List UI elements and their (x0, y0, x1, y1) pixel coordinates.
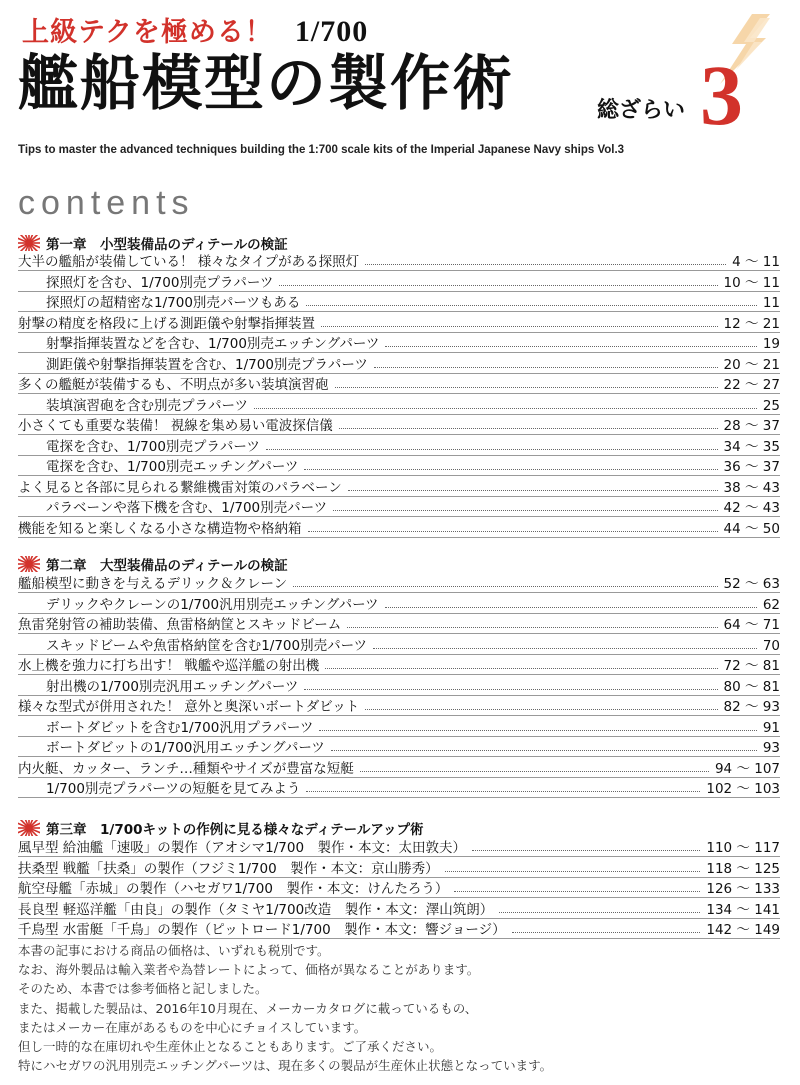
toc-entry-pages: 4 ～ 11 (732, 254, 780, 270)
toc-entry-pages: 12 ～ 21 (723, 315, 780, 332)
toc-entry (0, 495, 780, 516)
toc-entry-pages: 70 (762, 637, 780, 654)
title-suffix: 総ざらい (597, 97, 686, 123)
toc-entry-title: 小さくても重要な装備！ 視線を集め易い電波探信儀 (18, 418, 333, 434)
dot-leader (266, 448, 718, 450)
toc-entry-pages: 91 (762, 719, 780, 736)
volume-number: 3 (700, 47, 743, 143)
note-line: 本書の記事における商品の価格は、いずれも税別です。 (18, 943, 330, 958)
toc-entry (0, 735, 780, 756)
dot-leader (347, 626, 717, 628)
toc-entry (0, 393, 780, 414)
toc-entry-title: 装填演習砲を含む別売プラパーツ (46, 397, 248, 414)
toc-entry-pages: 25 (762, 397, 780, 414)
toc-entry-title: よく見ると各部に見られる繋維機雷対策のパラベーン (18, 479, 342, 496)
toc-entry-title: 様々な型式が併用された！ 意外と奥深いボートダビット (18, 699, 360, 715)
toc-entry-pages: 102 ～ 103 (706, 781, 780, 797)
row-divider (18, 938, 780, 939)
note-line: 特にハセガワの汎用別売エッチングパーツは、現在多くの製品が生産休止状態となっています。 (18, 1058, 553, 1074)
note-line: 但し一時的な在庫切れや生産休止となることもあります。ご了承ください。 (18, 1039, 443, 1055)
dot-leader (333, 509, 717, 511)
toc-entry (0, 876, 780, 897)
toc-entry-pages: 72 ～ 81 (723, 658, 780, 674)
toc-entry-pages: 64 ～ 71 (723, 617, 780, 633)
toc-entry-title: 探照灯を含む、1/700別売プラパーツ (46, 274, 274, 291)
toc-entry (0, 612, 780, 633)
dot-leader (365, 708, 717, 710)
toc-entry-title: ボートダビットの1/700汎用エッチングパーツ (46, 740, 325, 756)
dot-leader (445, 870, 701, 872)
toc-entry-pages: 134 ～ 141 (706, 901, 780, 918)
toc-entry-title: 1/700別売プラパーツの短艇を見てみよう (46, 781, 301, 797)
note-line: また、掲載した製品は、2016年10月現在、メーカーカタログに載っているもの、 (18, 1000, 478, 1016)
toc-entry (0, 674, 780, 695)
toc-entry-pages: 36 ～ 37 (723, 459, 780, 475)
toc-entry-pages: 28 ～ 37 (723, 418, 780, 434)
toc-entry-pages: 22 ～ 27 (723, 377, 780, 393)
toc-entry-title: 探照灯の超精密な1/700別売パーツもある (46, 295, 301, 311)
dot-leader (454, 890, 700, 892)
dot-leader (319, 729, 756, 731)
dot-leader (348, 489, 718, 491)
english-subtitle: Tips to master the advanced techniques building the 1:700 scale kits of the Imperial Japanese Navy ships Vol.3 (18, 144, 625, 156)
toc-entry-pages: 38 ～ 43 (723, 479, 780, 496)
dot-leader (512, 931, 701, 933)
toc-entry (0, 270, 780, 291)
toc-entry-pages: 52 ～ 63 (723, 576, 780, 592)
toc-entry-pages: 110 ～ 117 (706, 840, 780, 856)
series-subtitle (22, 10, 368, 49)
toc-entry (0, 633, 780, 654)
dot-leader (385, 606, 757, 608)
toc-entry-pages: 118 ～ 125 (706, 860, 780, 877)
toc-entry-title: ボートダビットを含む1/700汎用プラパーツ (46, 719, 314, 736)
rising-sun-flag-icon (18, 556, 40, 572)
toc-entry-title: 魚雷発射管の補助装備、魚雷格納筐とスキッドビーム (18, 617, 342, 633)
toc-entry (0, 592, 780, 613)
dot-leader (385, 345, 756, 347)
toc-entry-title: 射撃指揮装置などを含む、1/700別売エッチングパーツ (46, 336, 380, 352)
toc-entry-title: 大半の艦船が装備している！ 様々なタイプがある探照灯 (18, 254, 360, 270)
toc-entry (0, 434, 780, 455)
dot-leader (360, 770, 709, 772)
toc-entry-title: 多くの艦艇が装備するも、不明点が多い装填演習砲 (18, 377, 329, 393)
toc-entry (0, 290, 780, 311)
note-line: そのため、本書では参考価格と記しました。 (18, 981, 268, 997)
dot-leader (499, 911, 700, 913)
toc-entry (0, 756, 780, 777)
toc-entry-title: 風早型 給油艦「速吸」の製作（アオシマ1/700 製作・本文：太田敦夫） (18, 840, 467, 856)
toc-entry (0, 835, 780, 856)
toc-entry-title: デリックやクレーンの1/700汎用別売エッチングパーツ (46, 596, 379, 613)
toc-entry-title: 航空母艦「赤城」の製作（ハセガワ1/700 製作・本文：けんたろう） (18, 881, 449, 897)
toc-entry-title: 測距儀や射撃指揮装置を含む、1/700別売プラパーツ (46, 356, 368, 373)
footnotes (18, 941, 552, 1075)
toc-entry-pages: 82 ～ 93 (723, 699, 780, 715)
dot-leader (472, 849, 700, 851)
toc-entry-pages: 10 ～ 11 (723, 274, 780, 291)
toc-entry-title: 内火艇、カッター、ランチ…種類やサイズが豊富な短艇 (18, 760, 354, 777)
dot-leader (304, 688, 717, 690)
dot-leader (306, 304, 756, 306)
toc-entry-title: 扶桑型 戦艦「扶桑」の製作（フジミ1/700 製作・本文：京山勝秀） (18, 860, 439, 877)
row-divider (18, 797, 780, 798)
dot-leader (331, 749, 757, 751)
toc-entry-title: 射撃の精度を格段に上げる測距儀や射撃指揮装置 (18, 315, 315, 332)
toc-entry (0, 897, 780, 918)
row-divider (18, 537, 780, 538)
dot-leader (321, 325, 718, 327)
toc-entry-pages: 93 (762, 740, 780, 756)
toc-entry-pages: 80 ～ 81 (723, 678, 780, 695)
dot-leader (365, 263, 726, 265)
toc-entry (0, 653, 780, 674)
toc-entry-pages: 142 ～ 149 (706, 922, 780, 938)
toc-entry-pages: 44 ～ 50 (723, 520, 780, 537)
toc-entry-pages: 42 ～ 43 (723, 500, 780, 516)
toc-entry (0, 856, 780, 877)
toc-entry (0, 715, 780, 736)
dot-leader (306, 790, 700, 792)
toc-entry-title: 水上機を強力に打ち出す！ 戦艦や巡洋艦の射出機 (18, 658, 320, 674)
toc-entry (0, 917, 780, 938)
toc-entry (0, 372, 780, 393)
scale-label: 1/700 (294, 15, 369, 48)
toc-entry (0, 694, 780, 715)
toc-entry-pages: 126 ～ 133 (706, 881, 780, 897)
chapter-title: 第一章 小型装備品のディテールの検証 (46, 237, 288, 253)
toc-entry (0, 571, 780, 592)
toc-entry-pages: 20 ～ 21 (723, 356, 780, 373)
note-line: なお、海外製品は輸入業者や為替レートによって、価格が異なることがあります。 (18, 962, 480, 978)
dot-leader (325, 667, 717, 669)
book-title: 艦船模型の製作術 (18, 49, 514, 119)
dot-leader (373, 647, 757, 649)
toc-entry (0, 516, 780, 537)
chapter-title: 第三章 1/700キットの作例に見る様々なディテールアップ術 (46, 822, 424, 838)
toc-entry (0, 454, 780, 475)
toc-entry-title: 機能を知ると楽しくなる小さな構造物や格納箱 (18, 520, 302, 537)
dot-leader (304, 468, 717, 470)
dot-leader (254, 407, 757, 409)
toc-entry (0, 311, 780, 332)
toc-entry (0, 475, 780, 496)
toc-entry-pages: 94 ～ 107 (714, 760, 780, 777)
subtitle-text: 上級テクを極める！ (22, 17, 273, 48)
toc-entry-pages: 19 (762, 336, 780, 352)
dot-leader (293, 585, 717, 587)
toc-entry-title: 電探を含む、1/700別売エッチングパーツ (46, 459, 299, 475)
toc-entry-pages: 34 ～ 35 (723, 438, 780, 455)
chapter-title: 第二章 大型装備品のディテールの検証 (46, 558, 288, 574)
toc-entry-pages: 62 (762, 596, 780, 613)
toc-entry-title: 艦船模型に動きを与えるデリック＆クレーン (18, 576, 288, 592)
toc-entry-title: 射出機の1/700別売汎用エッチングパーツ (46, 678, 299, 695)
toc-entry-title: スキッドビームや魚雷格納筐を含む1/700別売パーツ (46, 637, 368, 654)
toc-entry-title: 千鳥型 水雷艇「千鳥」の製作（ピットロード1/700 製作・本文：響ジョージ） (18, 922, 506, 938)
toc-entry (0, 249, 780, 270)
toc-entry-title: 長良型 軽巡洋艦「由良」の製作（タミヤ1/700改造 製作・本文：澤山筑朗） (18, 901, 494, 918)
note-line: またはメーカー在庫があるものを中心にチョイスしています。 (18, 1019, 367, 1035)
contents-heading: contents (18, 184, 195, 222)
toc-entry (0, 413, 780, 434)
dot-leader (279, 284, 717, 286)
dot-leader (339, 427, 718, 429)
toc-entry (0, 331, 780, 352)
toc-entry (0, 352, 780, 373)
dot-leader (308, 530, 718, 532)
toc-entry (0, 776, 780, 797)
toc-entry-title: パラベーンや落下機を含む、1/700別売パーツ (46, 500, 328, 516)
dot-leader (374, 366, 718, 368)
toc-entry-title: 電探を含む、1/700別売プラパーツ (46, 438, 260, 455)
toc-entry-pages: 11 (762, 295, 780, 311)
dot-leader (335, 386, 718, 388)
rising-sun-flag-icon (18, 820, 40, 836)
